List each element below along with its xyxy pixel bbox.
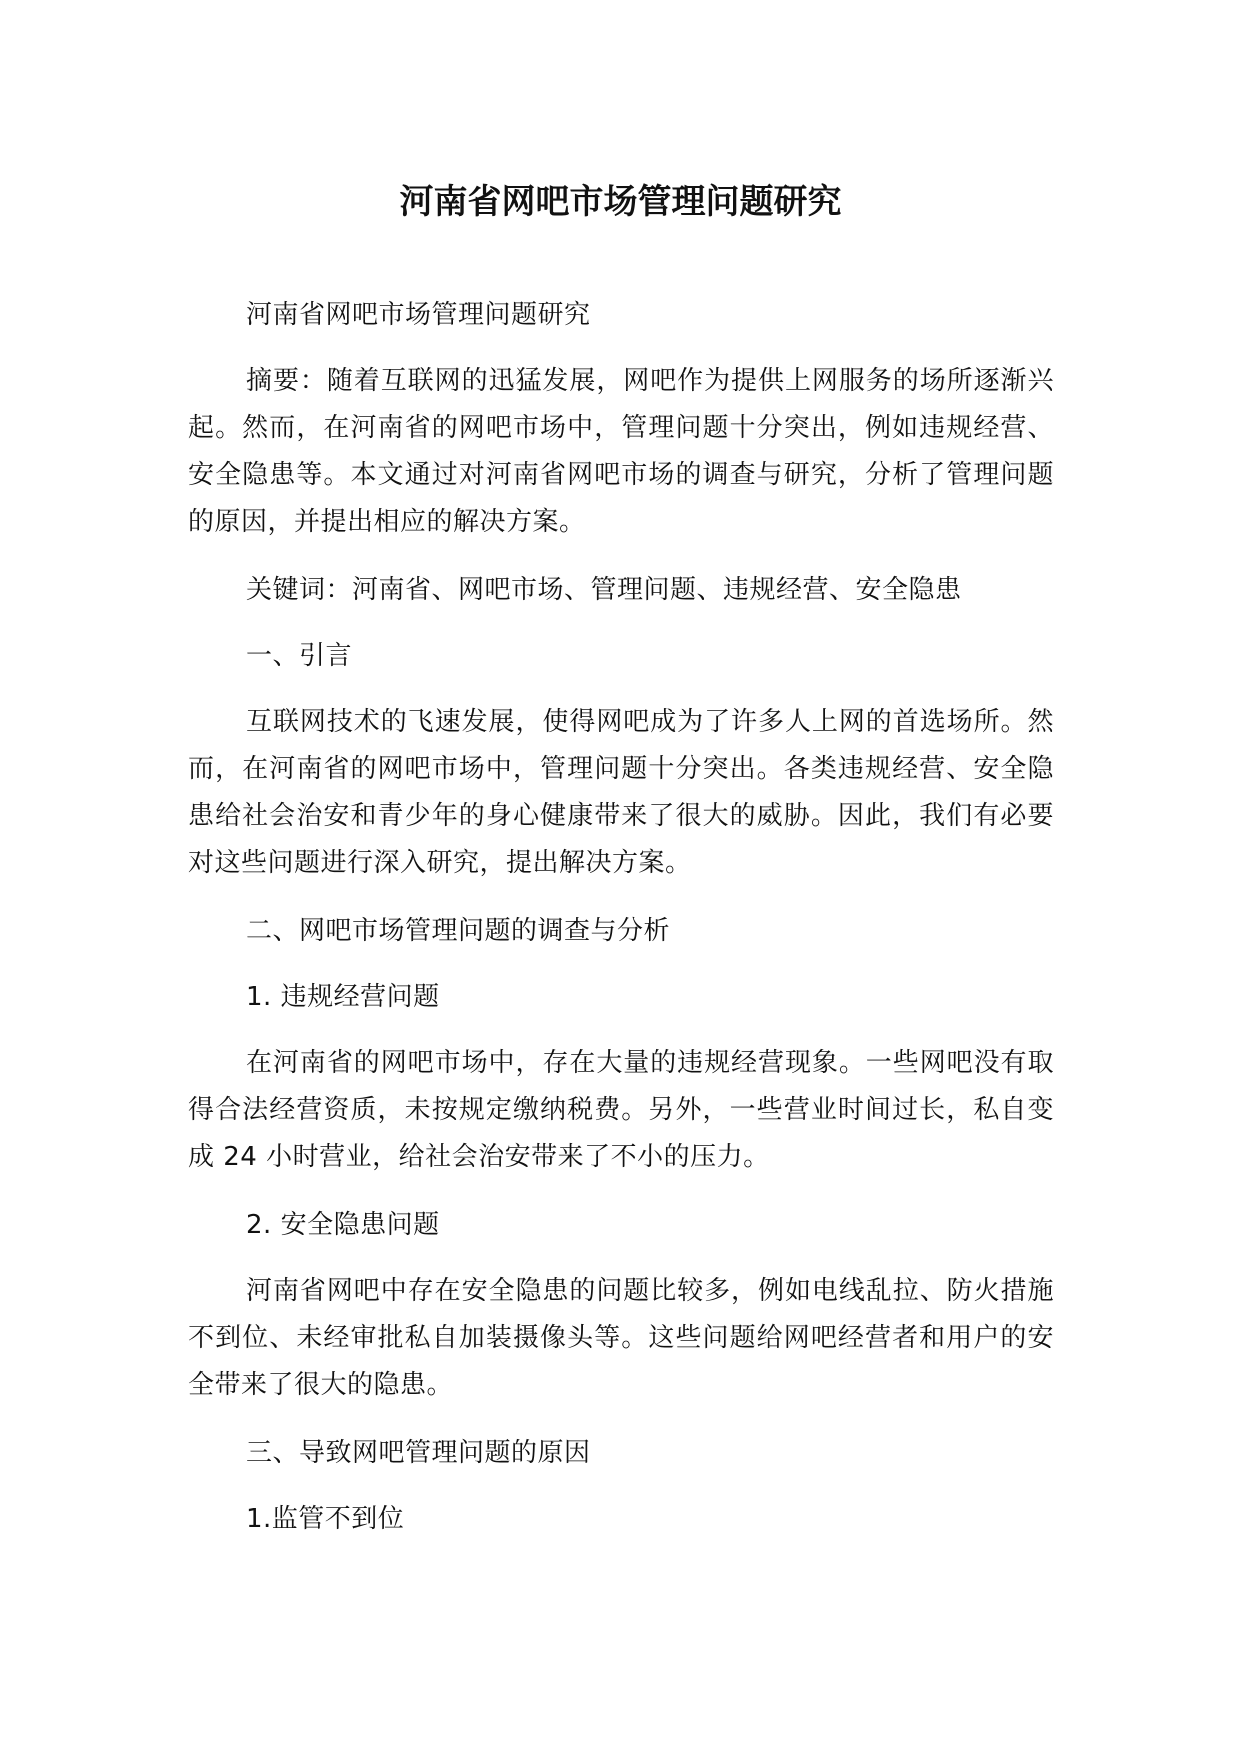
document-title: 河南省网吧市场管理问题研究 [399, 182, 842, 222]
subsection-heading-supervision: 1.监管不到位 [246, 1504, 405, 1534]
section-heading-introduction: 一、引言 [246, 641, 353, 671]
subsection-heading-illegal-operation: 1. 违规经营问题 [246, 982, 440, 1012]
section-heading-causes: 三、导致网吧管理问题的原因 [246, 1438, 591, 1468]
abstract-paragraph: 摘要：随着互联网的迅猛发展，网吧作为提供上网服务的场所逐渐兴起。然而，在河南省的网吧市场中，管理问题十分突出，例如违规经营、安全隐患等。本文通过对河南省网吧市场的调查与研究，分析了管理问题的原因，并提出相应的解决方案。 [188, 366, 1054, 537]
keywords-paragraph: 关键词：河南省、网吧市场、管理问题、违规经营、安全隐患 [246, 575, 962, 605]
illegal-operation-paragraph: 在河南省的网吧市场中，存在大量的违规经营现象。一些网吧没有取得合法经营资质，未按规定缴纳税费。另外，一些营业时间过长，私自变成 24 小时营业，给社会治安带来了不小的压力。 [188, 1048, 1054, 1172]
safety-hazards-paragraph: 河南省网吧中存在安全隐患的问题比较多，例如电线乱拉、防火措施不到位、未经审批私自加装摄像头等。这些问题给网吧经营者和用户的安全带来了很大的隐患。 [188, 1276, 1054, 1400]
document-body [188, 292, 1054, 1562]
introduction-paragraph: 互联网技术的飞速发展，使得网吧成为了许多人上网的首选场所。然而，在河南省的网吧市场中，管理问题十分突出。各类违规经营、安全隐患给社会治安和青少年的身心健康带来了很大的威胁。因此，我们有必要对这些问题进行深入研究，提出解决方案。 [188, 707, 1054, 878]
subsection-heading-safety-hazards: 2. 安全隐患问题 [246, 1210, 440, 1240]
section-heading-survey: 二、网吧市场管理问题的调查与分析 [246, 916, 671, 946]
subtitle-paragraph: 河南省网吧市场管理问题研究 [246, 300, 591, 330]
